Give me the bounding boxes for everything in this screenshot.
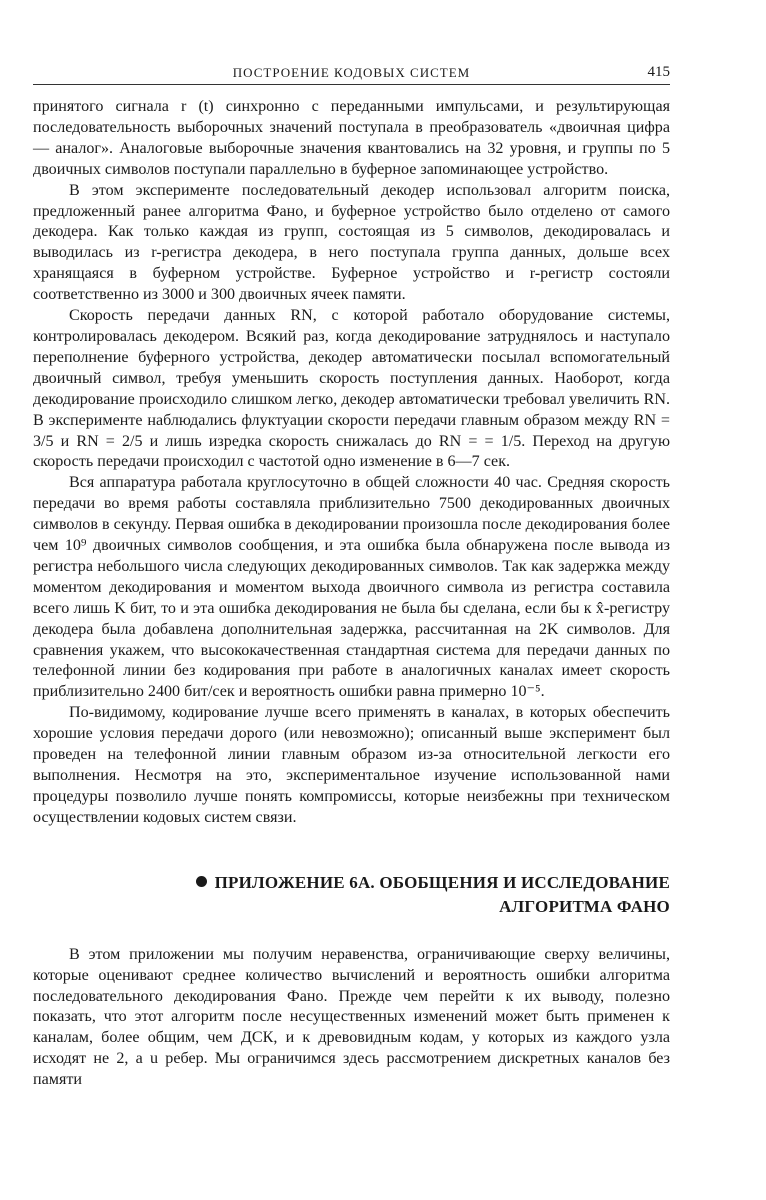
appendix-heading-line-2: АЛГОРИТМА ФАНО xyxy=(499,896,670,916)
paragraph-2: В этом эксперименте последовательный декодер использовал алгоритм поиска, предложенный ранее алгоритма Фано, и буферное устройство было отделено от самого декодера. Как только каждая из групп, состоящая из 5 символов, декодировалась и выводилась из r-регистра декодера, в него поступала группа данных, дольше всех хранящаяся в буферном устройстве. Буферное устройство и r-регистр состояли соответственно из 3000 и 300 двоичных ячеек памяти. xyxy=(33,181,670,304)
appendix-heading-text-1: ПРИЛОЖЕНИЕ 6А. ОБОБЩЕНИЯ И ИССЛЕДОВАНИЕ xyxy=(214,872,670,892)
paragraph-5: По-видимому, кодирование лучше всего применять в каналах, в которых обеспечить хорошие условия передачи дорого (или невозможно); описанный выше эксперимент был проведен на телефонной линии главным образом из-за относительной легкости его выполнения. Несмотря на это, экспериментальное изучение использованной нами процедуры позволило лучше понять компромиссы, которые неизбежны при техническом осуществлении кодовых систем связи. xyxy=(33,704,670,826)
book-page xyxy=(33,60,670,1091)
appendix-paragraph: В этом приложении мы получим неравенства, ограничивающие сверху величины, которые оценивают среднее количество вычислений и вероятность ошибки алгоритма последовательного декодирования Фано. Прежде чем перейти к их выводу, полезно показать, что этот алгоритм после несущественных изменений может быть применен к каналам, более общим, чем ДСК, и к древовидным кодам, у которых из каждого узла исходят не 2, а u ребер. Мы ограничимся здесь рассмотрением дискретных каналов без памяти xyxy=(33,945,670,1089)
bullet-icon xyxy=(196,876,207,887)
paragraph-1: принятого сигнала r (t) синхронно с переданными импульсами, и результирующая последовательность выборочных значений поступала в преобразователь «двоичная цифра — аналог». Аналоговые выборочные значения квантовались на 32 уровня, и группы по 5 двоичных символов поступали параллельно в буферное запоминающее устройство. xyxy=(33,98,670,178)
appendix-heading-line-1 xyxy=(33,871,670,895)
page-number: 415 xyxy=(647,64,670,80)
paragraph-4: Вся аппаратура работала круглосуточно в общей сложности 40 час. Средняя скорость передачи во время работы составляла приблизительно 7500 декодированных двоичных символов в секунду. Первая ошибка в декодировании произошла после декодирования более чем 10⁹ двоичных символов сообщения, и эта ошибка была обнаружена после вывода из регистра небольшого числа следующих декодированных символов. Так как задержка между моментом декодирования и моментом выхода двоичного символа из регистра составила всего лишь K бит, то и эта ошибка декодирования не была бы сделана, если бы к x̂-регистру декодера была добавлена дополнительная задержка, рассчитанная на 2K символов. Для сравнения укажем, что высококачественная стандартная система для передачи данных по телефонной линии без кодирования при работе в аналогичных каналах имеет скорость приблизительно 2400 бит/сек и вероятность ошибки равна примерно 10⁻⁵. xyxy=(33,474,670,701)
appendix-heading xyxy=(33,871,670,919)
running-title: ПОСТРОЕНИЕ КОДОВЫХ СИСТЕМ xyxy=(232,65,471,80)
body-text xyxy=(33,97,670,829)
paragraph-3: Скорость передачи данных RN, с которой работало оборудование системы, контролировалась декодером. Всякий раз, когда декодирование затруднялось и наступало переполнение буферного устройства, декодер автоматически посылал вспомогательный двоичный символ, требуя уменьшить скорость поступления данных. Наоборот, когда декодирование происходило слишком легко, декодер автоматически требовал увеличить RN. В эксперименте наблюдались флуктуации скорости передачи главным образом между RN = 3/5 и RN = 2/5 и лишь изредка скорость снижалась до RN = = 1/5. Переход на другую скорость передачи происходил с частотой одно изменение в 6—7 сек. xyxy=(33,307,670,471)
running-header xyxy=(33,60,670,85)
